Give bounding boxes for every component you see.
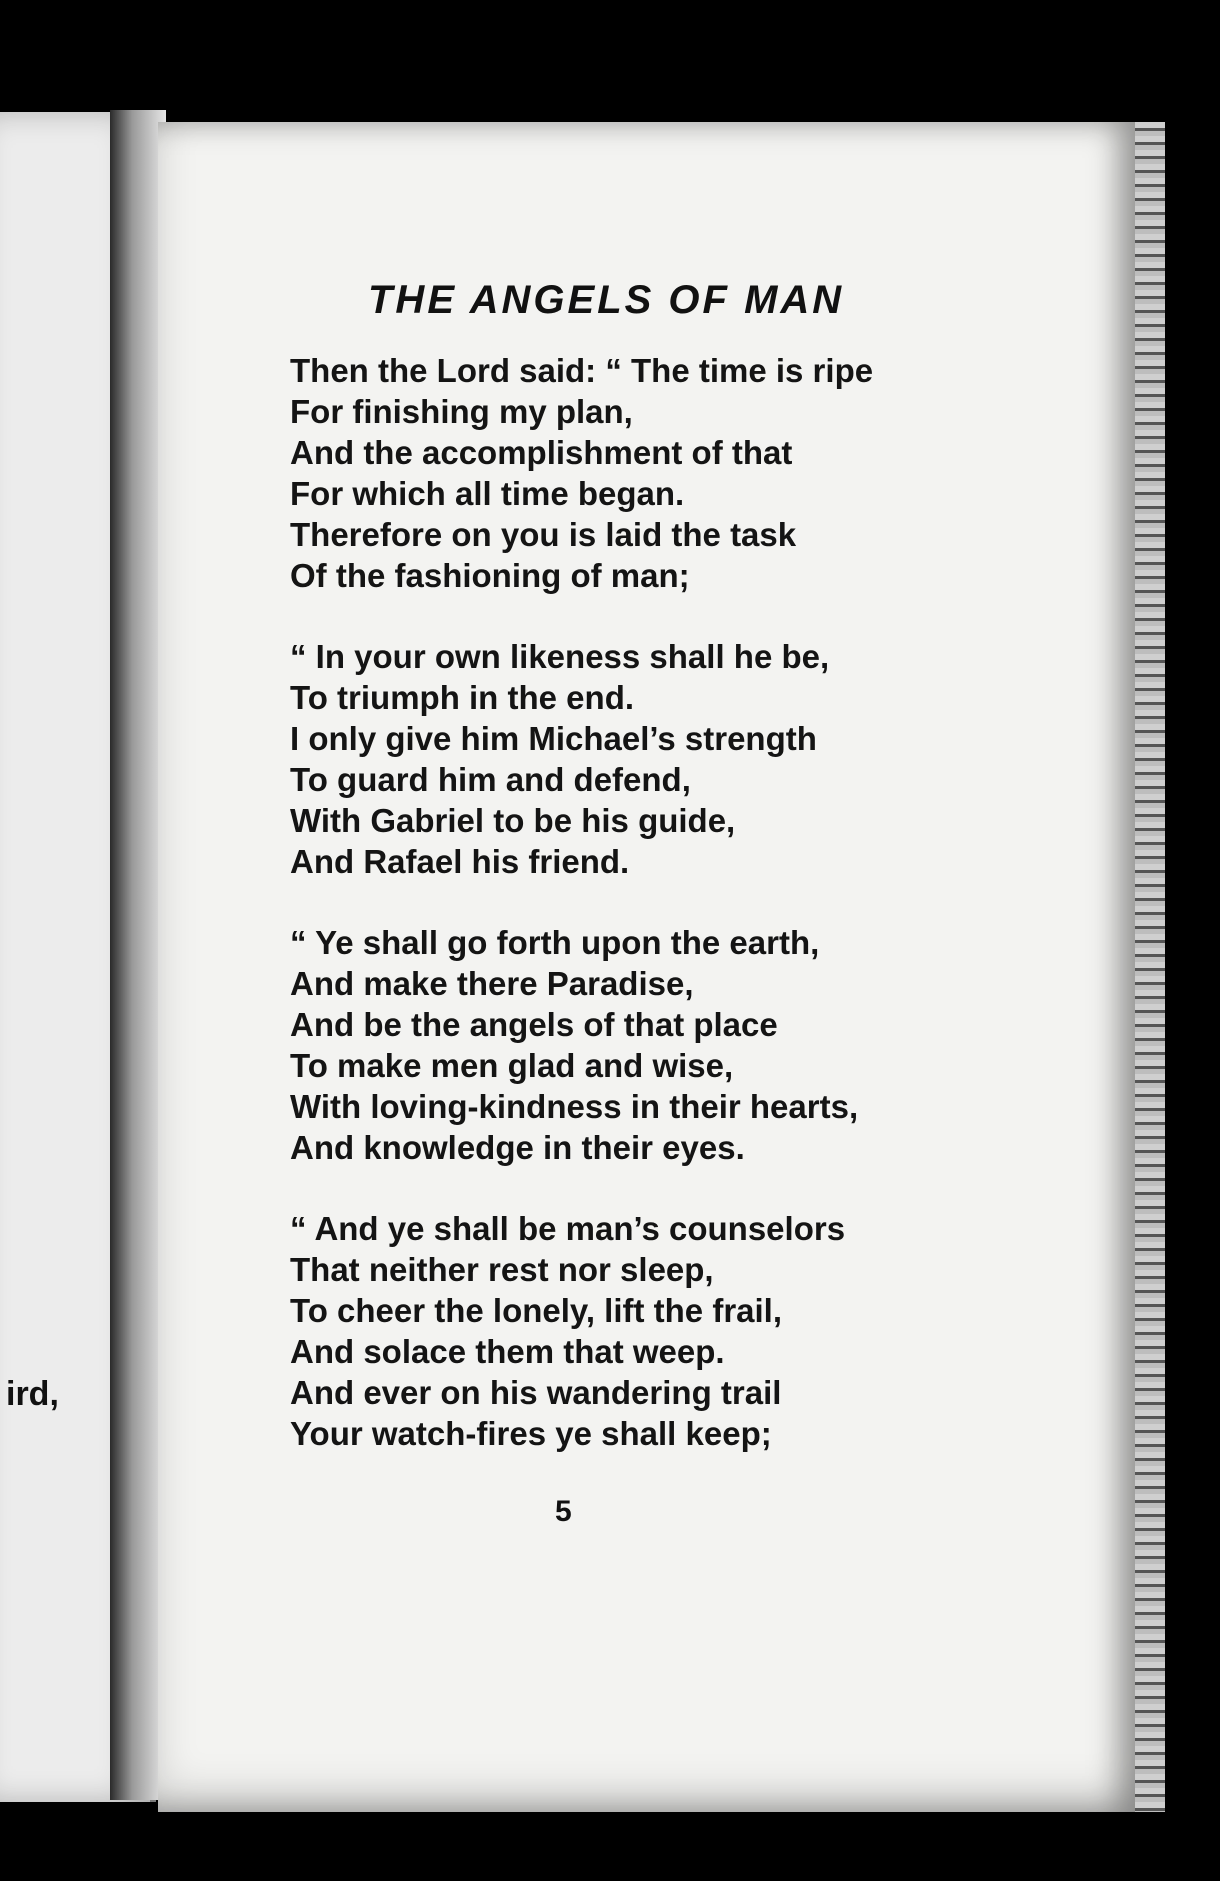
poem-line: And Rafael his friend. (290, 843, 630, 880)
poem-title: THE ANGELS OF MAN (368, 278, 845, 322)
poem-line: With loving-kindness in their hearts, (290, 1088, 859, 1125)
poem-line: Therefore on you is laid the task (290, 516, 797, 553)
previous-page-text-fragment: ird, (6, 1375, 59, 1413)
poem-line: “ Ye shall go forth upon the earth, (290, 924, 820, 961)
poem-line: And the accomplishment of that (290, 434, 793, 471)
poem-body (290, 350, 930, 1494)
poem-line: That neither rest nor sleep, (290, 1251, 714, 1288)
page-edges (1135, 122, 1165, 1812)
poem-line: And ever on his wandering trail (290, 1374, 782, 1411)
page-number: 5 (555, 1495, 572, 1528)
stanza-1 (290, 350, 930, 596)
poem-line: Then the Lord said: “ The time is ripe (290, 352, 874, 389)
poem-line: “ And ye shall be man’s counselors (290, 1210, 846, 1247)
poem-line: For finishing my plan, (290, 393, 633, 430)
stanza-2 (290, 636, 930, 882)
poem-line: For which all time began. (290, 475, 685, 512)
poem-line: To cheer the lonely, lift the frail, (290, 1292, 783, 1329)
stanza-3 (290, 922, 930, 1168)
poem-line: And be the angels of that place (290, 1006, 778, 1043)
poem-line: Of the fashioning of man; (290, 557, 690, 594)
poem-line: To triumph in the end. (290, 679, 635, 716)
poem-line: To guard him and defend, (290, 761, 691, 798)
poem-line: I only give him Michael’s strength (290, 720, 817, 757)
poem-line: To make men glad and wise, (290, 1047, 734, 1084)
poem-line: “ In your own likeness shall he be, (290, 638, 830, 675)
poem-line: With Gabriel to be his guide, (290, 802, 736, 839)
poem-line: And solace them that weep. (290, 1333, 725, 1370)
poem-line: And knowledge in their eyes. (290, 1129, 745, 1166)
poem-line: And make there Paradise, (290, 965, 694, 1002)
poem-line: Your watch-fires ye shall keep; (290, 1415, 772, 1452)
stanza-4 (290, 1208, 930, 1454)
